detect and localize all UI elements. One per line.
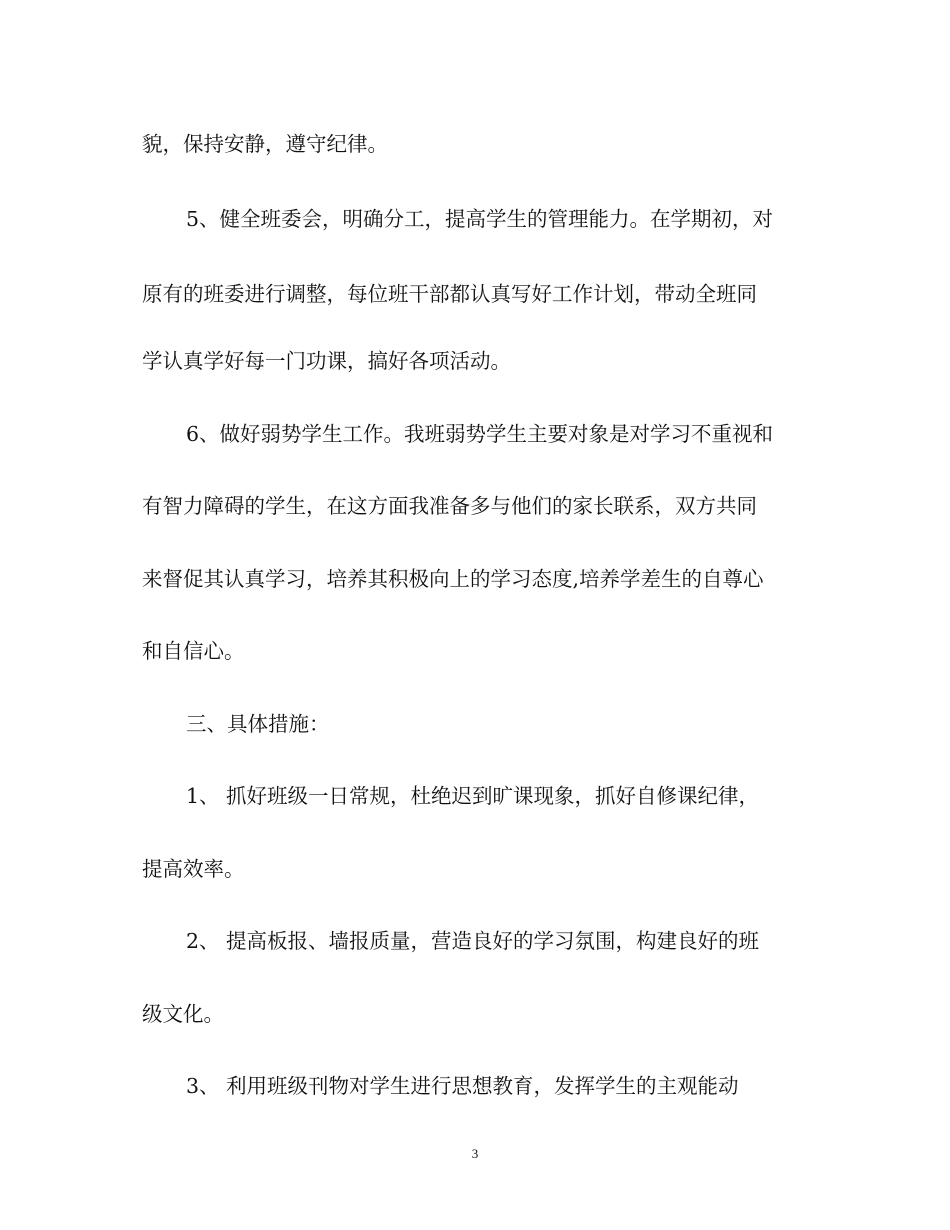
- paragraph-line: 貌，保持安静，遵守纪律。: [142, 132, 388, 156]
- paragraph-line: 和自信心。: [142, 639, 245, 663]
- paragraph-line: 学认真学好每一门功课，搞好各项活动。: [142, 349, 511, 373]
- section-heading: 三、具体措施：: [186, 712, 330, 736]
- paragraph-line: 2、 提高板报、墙报质量，营造良好的学习氛围，构建良好的班: [186, 929, 760, 953]
- paragraph-line: 级文化。: [142, 1002, 224, 1026]
- paragraph-line: 6、做好弱势学生工作。我班弱势学生主要对象是对学习不重视和: [186, 422, 774, 446]
- paragraph-line: 提高效率。: [142, 857, 245, 881]
- paragraph-line: 来督促其认真学习，培养其积极向上的学习态度,培养学差生的自尊心: [142, 567, 764, 591]
- paragraph-line: 有智力障碍的学生，在这方面我准备多与他们的家长联系，双方共同: [142, 494, 757, 518]
- paragraph-line: 原有的班委进行调整，每位班干部都认真写好工作计划，带动全班同: [142, 282, 757, 306]
- paragraph-line: 5、健全班委会，明确分工，提高学生的管理能力。在学期初，对: [186, 207, 774, 231]
- page-number: 3: [471, 1146, 479, 1161]
- paragraph-line: 1、 抓好班级一日常规，杜绝迟到旷课现象，抓好自修课纪律，: [186, 784, 760, 808]
- paragraph-line: 3、 利用班级刊物对学生进行思想教育，发挥学生的主观能动: [186, 1074, 739, 1098]
